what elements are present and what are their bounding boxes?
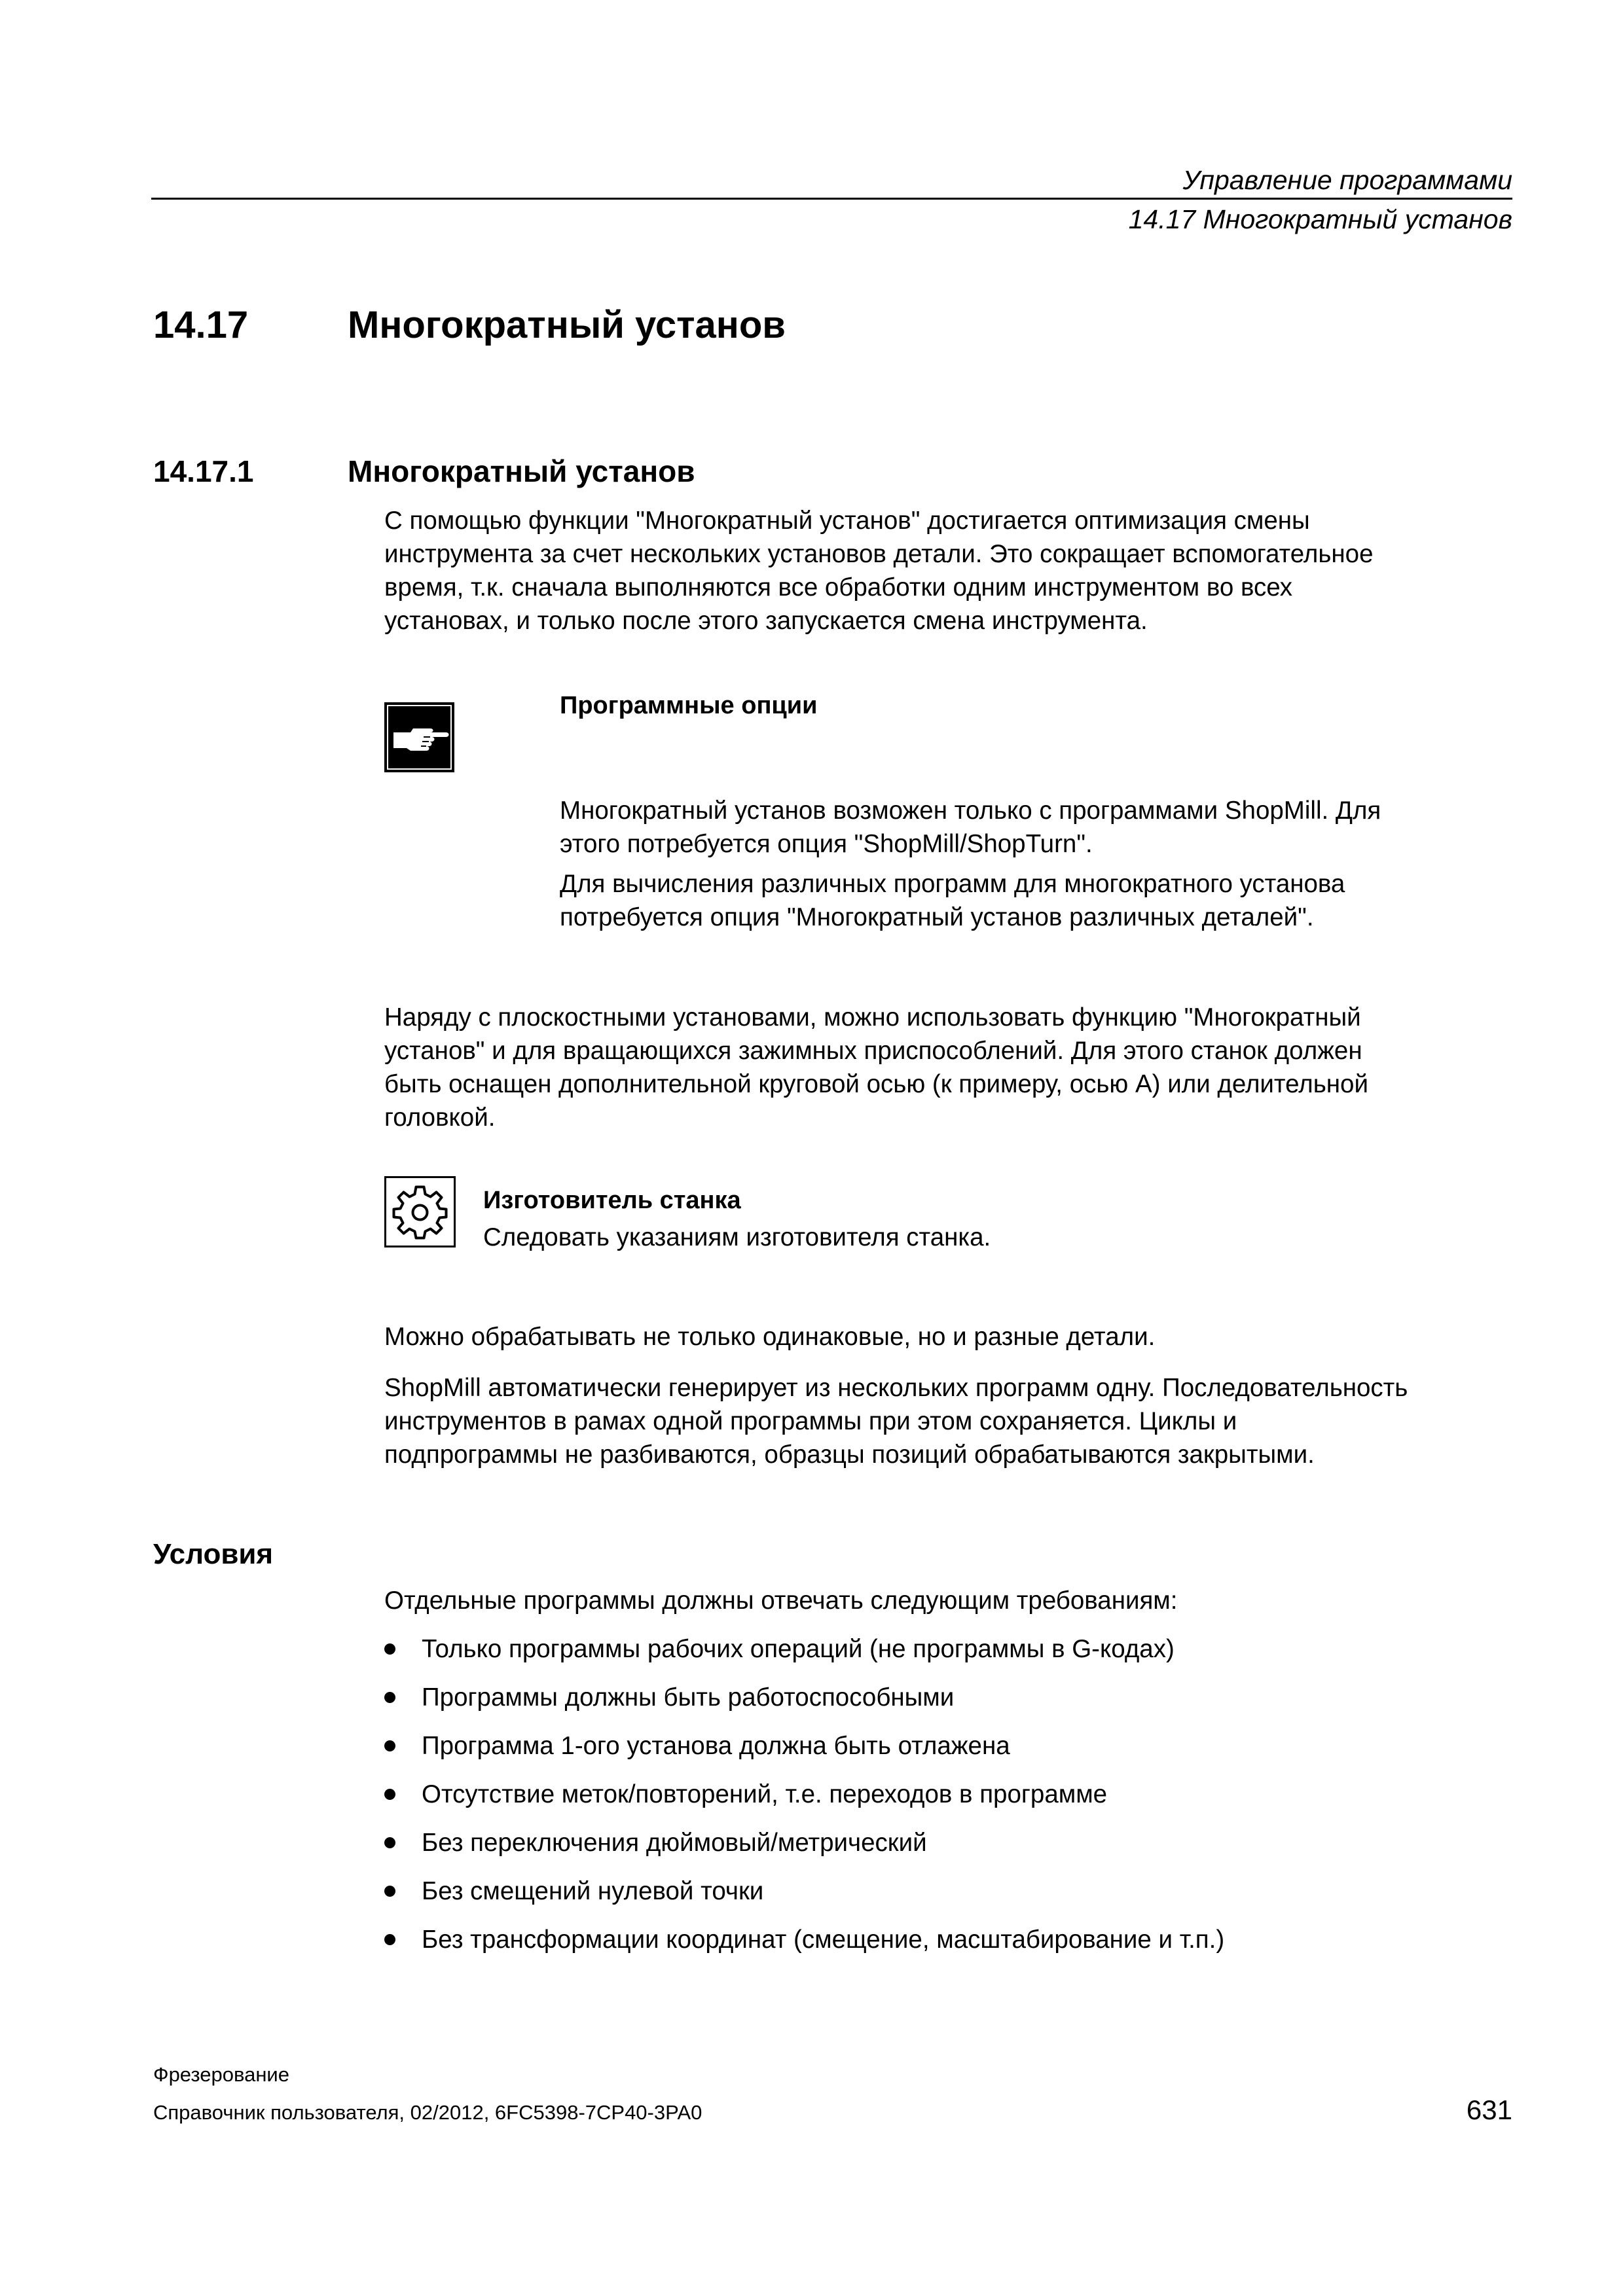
section-number: 14.17	[153, 304, 249, 346]
footer-manual-info: Справочник пользователя, 02/2012, 6FC5398-7CP40-3PA0	[153, 2101, 702, 2124]
text-line: инструмента за счет нескольких установов детали. Это сокращает вспомогательное	[384, 540, 1374, 568]
bullet-icon	[384, 1934, 395, 1945]
running-header-chapter: Управление программами	[1182, 165, 1512, 195]
header-rule	[151, 198, 1512, 200]
text-line: подпрограммы не разбиваются, образцы позиций обрабатываются закрытыми.	[384, 1441, 1315, 1469]
text-line: Многократный установ возможен только с программами ShopMill. Для	[560, 797, 1381, 825]
text-line: время, т.к. сначала выполняются все обработки одним инструментом во всех	[384, 573, 1293, 601]
text-line: установах, и только после этого запускается смена инструмента.	[384, 607, 1148, 635]
text-line: Наряду с плоскостными установами, можно использовать функцию "Многократный	[384, 1003, 1361, 1031]
list-item-text: Программа 1-ого установа должна быть отлажена	[422, 1732, 1010, 1760]
text-line: С помощью функции "Многократный установ" достигается оптимизация смены	[384, 507, 1310, 535]
footer-product: Фрезерование	[153, 2063, 289, 2086]
text-line: ShopMill автоматически генерирует из нескольких программ одну. Последовательность	[384, 1374, 1408, 1402]
software-options-paragraph-1	[560, 794, 1381, 861]
bullet-icon	[384, 1837, 395, 1848]
rotary-paragraph	[384, 1001, 1368, 1134]
hand-pointing-icon	[384, 702, 454, 772]
text-line: установ" и для вращающихся зажимных приспособлений. Для этого станок должен	[384, 1037, 1362, 1065]
list-item-text: Без смещений нулевой точки	[422, 1877, 764, 1905]
bullet-icon	[384, 1789, 395, 1800]
text-line: быть оснащен дополнительной круговой осью (к примеру, осью А) или делительной	[384, 1070, 1368, 1098]
text-line: инструментов в рамах одной программы при этом сохраняется. Циклы и	[384, 1407, 1237, 1435]
text-line: этого потребуется опция "ShopMill/ShopTurn".	[560, 830, 1093, 858]
subsection-title: Многократный установ	[348, 454, 695, 488]
list-item-text: Программы должны быть работоспособными	[422, 1683, 955, 1712]
bullet-icon	[384, 1692, 395, 1703]
bullet-icon	[384, 1740, 395, 1751]
list-item-text: Только программы рабочих операций (не программы в G-кодах)	[422, 1635, 1175, 1663]
parts-paragraph: Можно обрабатывать не только одинаковые, но и разные детали.	[384, 1323, 1156, 1351]
running-header-section: 14.17 Многократный установ	[1128, 204, 1512, 234]
software-options-title: Программные опции	[560, 692, 818, 719]
section-title: Многократный установ	[348, 304, 786, 346]
bullet-icon	[384, 1643, 395, 1655]
intro-paragraph	[384, 504, 1374, 637]
text-line: потребуется опция "Многократный установ различных деталей".	[560, 903, 1314, 931]
software-options-paragraph-2	[560, 867, 1345, 934]
manufacturer-text: Следовать указаниям изготовителя станка.	[483, 1223, 991, 1251]
conditions-heading: Условия	[153, 1538, 274, 1570]
gear-icon	[384, 1176, 456, 1247]
bullet-icon	[384, 1886, 395, 1897]
list-item-text: Без переключения дюймовый/метрический	[422, 1829, 927, 1857]
text-line: головкой.	[384, 1103, 496, 1132]
text-line: Для вычисления различных программ для многократного установа	[560, 870, 1345, 898]
conditions-intro: Отдельные программы должны отвечать следующим требованиям:	[384, 1587, 1178, 1615]
subsection-number: 14.17.1	[153, 454, 254, 488]
shopmill-paragraph	[384, 1371, 1408, 1471]
list-item-text: Без трансформации координат (смещение, масштабирование и т.п.)	[422, 1926, 1225, 1954]
manufacturer-title: Изготовитель станка	[483, 1187, 741, 1214]
page-number: 631	[1466, 2094, 1512, 2125]
list-item-text: Отсутствие меток/повторений, т.е. переходов в программе	[422, 1780, 1108, 1808]
